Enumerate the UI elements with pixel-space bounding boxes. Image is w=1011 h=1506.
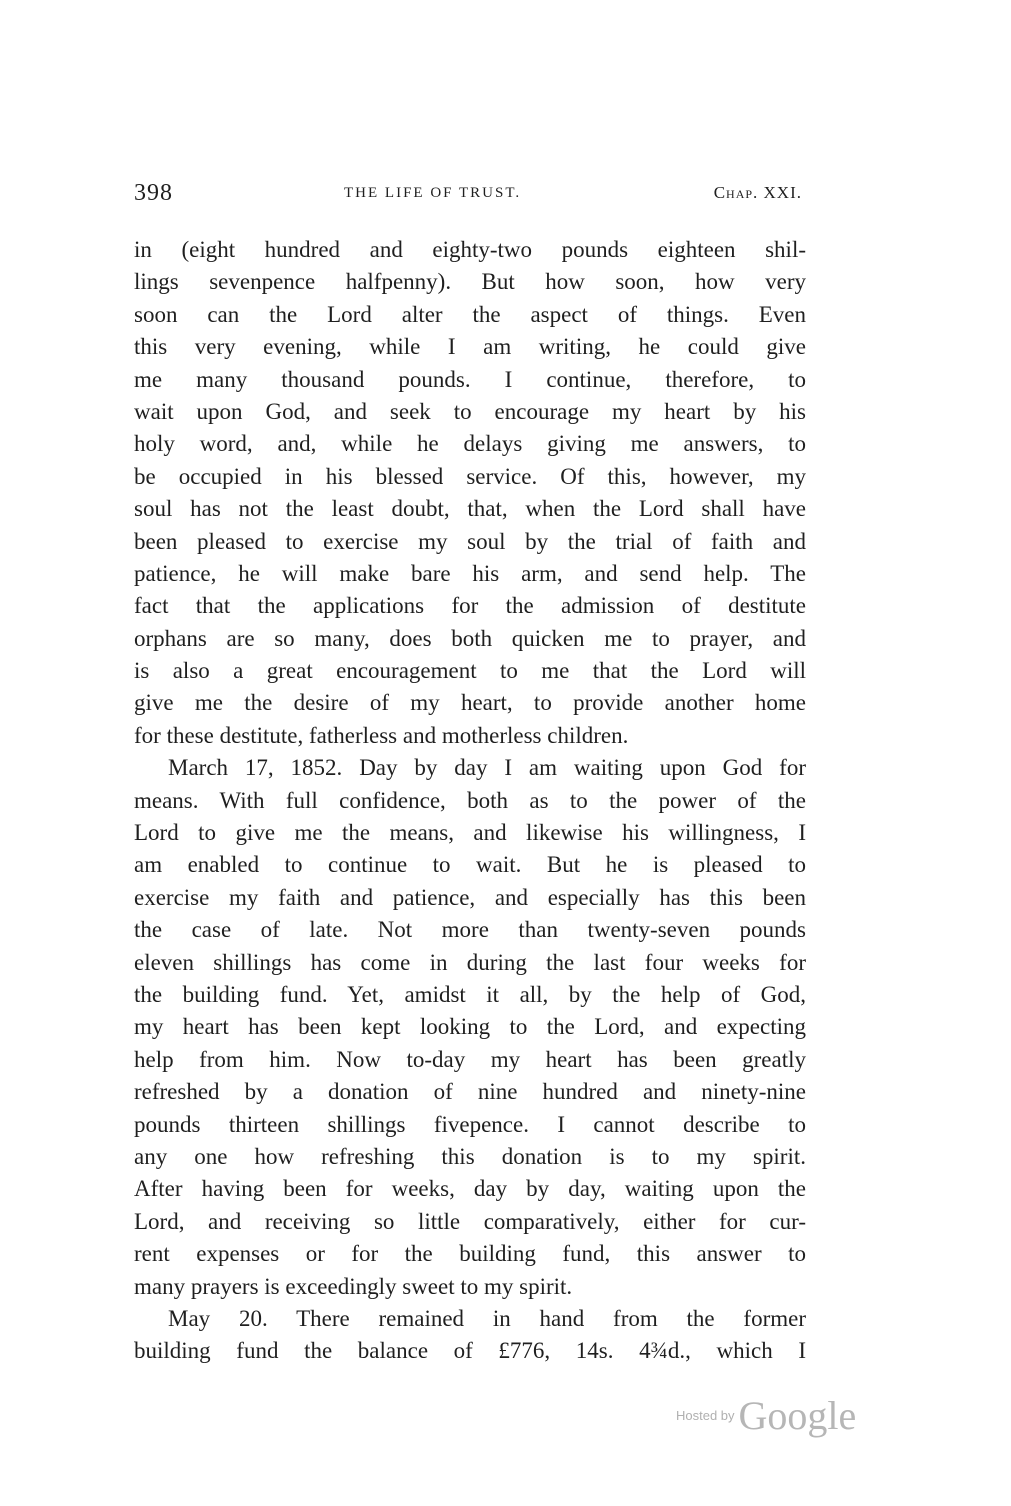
text-line: soul has not the least doubt, that, when the Lord shall have [134, 496, 806, 522]
text-line: wait upon God, and seek to encourage my heart by his [134, 398, 806, 424]
text-line: lings sevenpence halfpenny). But how soon, how very [134, 269, 806, 295]
text-line: the case of late. Not more than twenty-seven pounds [134, 917, 806, 943]
text-line: is also a great encouragement to me that the Lord will [134, 658, 806, 684]
text-line: be occupied in his blessed service. Of this, however, my [134, 463, 806, 489]
text-line: rent expenses or for the building fund, this answer to [134, 1241, 806, 1267]
text-line: help from him. Now to-day my heart has been greatly [134, 1046, 806, 1072]
text-line: me many thousand pounds. I continue, therefore, to [134, 366, 806, 392]
google-logo: Google [738, 1393, 857, 1438]
text-line: pounds thirteen shillings fivepence. I cannot describe to [134, 1111, 806, 1137]
text-line: the building fund. Yet, amidst it all, by the help of God, [134, 981, 806, 1007]
chapter-label: Chap. XXI. [713, 183, 802, 202]
running-title: THE LIFE OF TRUST. [344, 185, 522, 201]
text-line: refreshed by a donation of nine hundred and ninety-nine [134, 1079, 806, 1105]
text-line: been pleased to exercise my soul by the trial of faith and [134, 528, 806, 554]
text-line: for these destitute, fatherless and motherless children. [134, 722, 629, 748]
text-line: am enabled to continue to wait. But he is pleased to [134, 852, 806, 878]
body-text [134, 234, 806, 1368]
text-line: exercise my faith and patience, and especially has this been [134, 884, 806, 910]
page-number: 398 [134, 180, 173, 206]
running-head [134, 180, 802, 214]
hosted-by-label: Hosted by [676, 1408, 735, 1423]
text-line: many prayers is exceedingly sweet to my spirit. [134, 1273, 573, 1299]
text-line: After having been for weeks, day by day, waiting upon the [134, 1176, 806, 1202]
text-line: in (eight hundred and eighty-two pounds eighteen shil- [134, 237, 806, 262]
text-line: this very evening, while I am writing, he could give [134, 334, 806, 360]
text-line: patience, he will make bare his arm, and send help. The [134, 560, 806, 586]
text-line: building fund the balance of £776, 14s. 4¾d., which I [134, 1338, 806, 1364]
paragraph-start-line: May 20. There remained in hand from the former [168, 1305, 806, 1331]
text-line: soon can the Lord alter the aspect of things. Even [134, 301, 806, 327]
google-watermark [676, 1392, 856, 1439]
text-line: eleven shillings has come in during the last four weeks for [134, 949, 806, 975]
text-line: fact that the applications for the admission of destitute [134, 593, 806, 619]
text-line: give me the desire of my heart, to provide another home [134, 690, 806, 716]
text-line: Lord to give me the means, and likewise his willingness, I [134, 820, 806, 846]
text-line: any one how refreshing this donation is to my spirit. [134, 1143, 806, 1169]
text-line: means. With full confidence, both as to the power of the [134, 787, 806, 813]
text-line: orphans are so many, does both quicken me to prayer, and [134, 625, 806, 651]
paragraph-start-line: March 17, 1852. Day by day I am waiting upon God for [168, 755, 806, 781]
text-line: Lord, and receiving so little comparatively, either for cur- [134, 1208, 806, 1234]
text-line: my heart has been kept looking to the Lord, and expecting [134, 1014, 806, 1040]
text-line: holy word, and, while he delays giving me answers, to [134, 431, 806, 457]
